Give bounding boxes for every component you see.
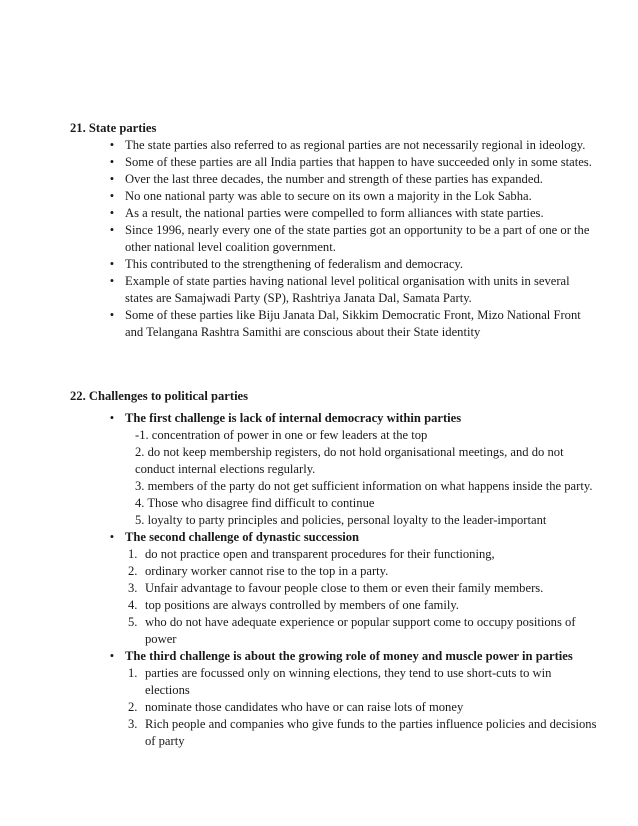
challenge-heading: The first challenge is lack of internal democracy within parties (125, 411, 462, 425)
list-item: 3. Rich people and companies who give funds to the parties influence policies and decisions of party (128, 717, 597, 748)
list-item: • Some of these parties like Biju Janata Dal, Sikkim Democratic Front, Mizo National Front and Telangana Rashtra Samithi are conscious about their State identity (0, 307, 638, 341)
list-item: 2. do not keep membership registers, do not hold organisational meetings, and do not conduct internal elections regularly. (135, 445, 564, 476)
list-item: • Example of state parties having national level political organisation with units in several states are Samajwadi Party (SP), Rashtriya Janata Dal, Samata Party. (0, 273, 638, 307)
bullet-icon: • (109, 172, 115, 186)
bullet-icon: • (109, 138, 115, 152)
list-item: 1. do not practice open and transparent procedures for their functioning, (128, 547, 495, 561)
bullet-icon: • (109, 308, 115, 322)
list-item: 1. parties are focussed only on winning elections, they tend to use short-cuts to win elections (128, 666, 552, 697)
list-item: 5. loyalty to party principles and policies, personal loyalty to the leader-important (135, 513, 547, 527)
challenge-heading: The third challenge is about the growing role of money and muscle power in parties (125, 649, 573, 663)
bullet-icon: • (109, 223, 115, 237)
list-item: 3. members of the party do not get sufficient information on what happens inside the party. (135, 479, 593, 493)
numbered-list (125, 546, 598, 648)
bullet-icon: • (109, 189, 115, 203)
list-item: 4. Those who disagree find difficult to continue (135, 496, 375, 510)
challenge-heading: The second challenge of dynastic succession (125, 530, 360, 544)
list-item: • No one national party was able to secure on its own a majority in the Lok Sabha. (0, 188, 638, 205)
bullet-icon: • (109, 274, 115, 288)
challenge-item (0, 529, 638, 648)
bullet-icon: • (109, 530, 115, 544)
list-item: • Over the last three decades, the number and strength of these parties has expanded. (0, 171, 638, 188)
bullet-icon: • (109, 206, 115, 220)
challenge-lines (125, 427, 598, 529)
list-item: 2. nominate those candidates who have or can raise lots of money (128, 700, 464, 714)
section-title: 22. Challenges to political parties (70, 389, 249, 403)
challenge-item (0, 410, 638, 529)
list-item: • The state parties also referred to as regional parties are not necessarily regional in ideology. (0, 137, 638, 154)
list-item: 2. ordinary worker cannot rise to the top in a party. (128, 564, 389, 578)
challenge-item (0, 648, 638, 750)
list-item: • This contributed to the strengthening of federalism and democracy. (0, 256, 638, 273)
list-item: • Some of these parties are all India parties that happen to have succeeded only in some states. (0, 154, 638, 171)
bullet-list (0, 410, 638, 750)
numbered-list (125, 665, 598, 750)
list-item: 5. who do not have adequate experience or popular support come to occupy positions of power (128, 615, 576, 646)
list-item: 3. Unfair advantage to favour people close to them or even their family members. (128, 581, 544, 595)
list-item: -1. concentration of power in one or few leaders at the top (135, 428, 428, 442)
bullet-icon: • (109, 649, 115, 663)
bullet-icon: • (109, 411, 115, 425)
list-item: 4. top positions are always controlled by members of one family. (128, 598, 459, 612)
bullet-list (0, 137, 638, 341)
section-title: 21. State parties (70, 121, 157, 135)
list-item: • As a result, the national parties were compelled to form alliances with state parties. (0, 205, 638, 222)
list-item: • Since 1996, nearly every one of the state parties got an opportunity to be a part of one or the other national level coalition government. (0, 222, 638, 256)
bullet-icon: • (109, 155, 115, 169)
bullet-icon: • (109, 257, 115, 271)
